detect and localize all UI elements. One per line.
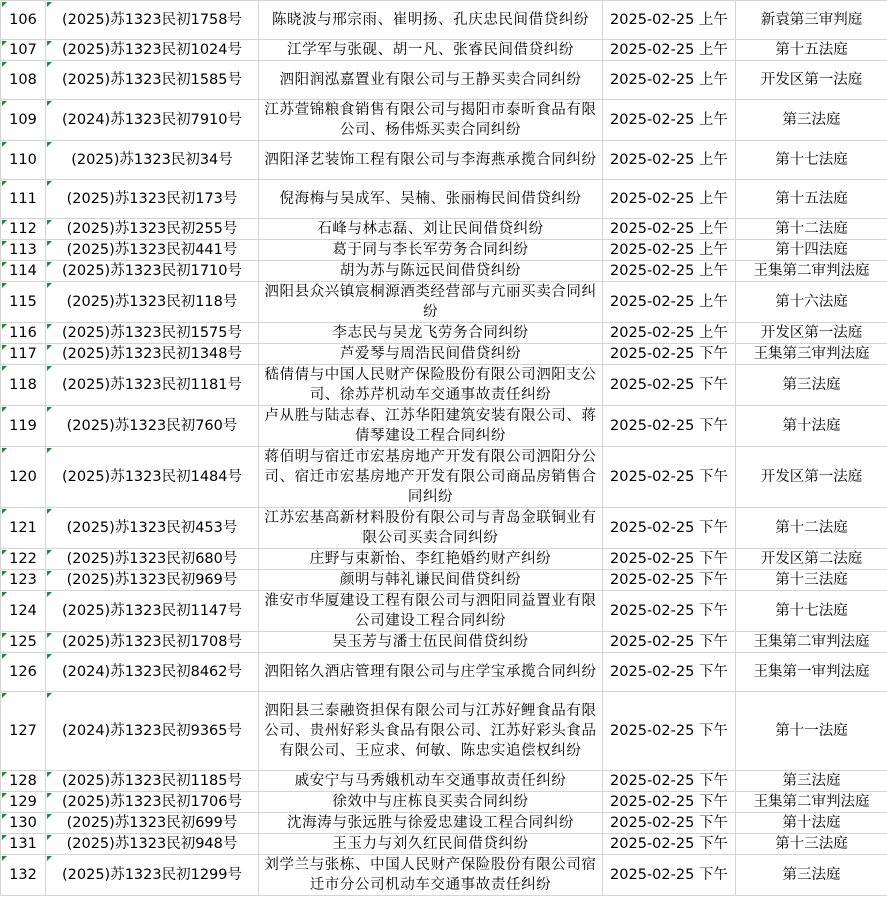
case-number[interactable]: (2025)苏1323民初1181号 <box>46 365 259 406</box>
case-number[interactable]: (2025)苏1323民初1575号 <box>46 323 259 344</box>
hearing-time[interactable]: 2025-02-25 上午 <box>603 323 736 344</box>
hearing-time[interactable]: 2025-02-25 下午 <box>603 365 736 406</box>
table-row <box>1 549 887 570</box>
table-row <box>1 261 887 282</box>
hearing-time[interactable]: 2025-02-25 下午 <box>603 570 736 591</box>
table-row <box>1 282 887 323</box>
table-row <box>1 1 887 40</box>
table-row <box>1 61 887 100</box>
courtroom[interactable]: 第十三法庭 <box>736 834 887 855</box>
hearing-time[interactable]: 2025-02-25 下午 <box>603 771 736 792</box>
table-row <box>1 855 887 896</box>
courtroom[interactable]: 开发区第一法庭 <box>736 61 887 100</box>
row-number[interactable]: 127 <box>1 692 46 771</box>
courtroom[interactable]: 第十七法庭 <box>736 591 887 632</box>
case-number[interactable]: (2025)苏1323民初118号 <box>46 282 259 323</box>
row-number[interactable]: 112 <box>1 219 46 240</box>
case-number[interactable]: (2024)苏1323民初8462号 <box>46 653 259 692</box>
case-title[interactable]: 江苏萱锦粮食销售有限公司与揭阳市泰昕食品有限公司、杨伟烁买卖合同纠纷 <box>259 100 603 141</box>
case-number[interactable]: (2025)苏1323民初1758号 <box>46 1 259 40</box>
hearing-time[interactable]: 2025-02-25 下午 <box>603 549 736 570</box>
courtroom[interactable]: 开发区第二法庭 <box>736 549 887 570</box>
hearing-time[interactable]: 2025-02-25 下午 <box>603 855 736 896</box>
row-number[interactable]: 126 <box>1 653 46 692</box>
case-title[interactable]: 刘学兰与张栋、中国人民财产保险股份有限公司宿迁市分公司机动车交通事故责任纠纷 <box>259 855 603 896</box>
hearing-time[interactable]: 2025-02-25 下午 <box>603 447 736 508</box>
case-title[interactable]: 卢从胜与陆志春、江苏华阳建筑安装有限公司、蒋倩琴建设工程合同纠纷 <box>259 406 603 447</box>
hearing-time[interactable]: 2025-02-25 下午 <box>603 834 736 855</box>
case-title[interactable]: 李志民与吴龙飞劳务合同纠纷 <box>259 323 603 344</box>
case-title[interactable]: 倪海梅与吴成军、吴楠、张丽梅民间借贷纠纷 <box>259 180 603 219</box>
courtroom[interactable]: 王集第二审判法庭 <box>736 632 887 653</box>
case-number[interactable]: (2025)苏1323民初441号 <box>46 240 259 261</box>
courtroom[interactable]: 第三法庭 <box>736 365 887 406</box>
hearing-time[interactable]: 2025-02-25 上午 <box>603 1 736 40</box>
hearing-time[interactable]: 2025-02-25 下午 <box>603 792 736 813</box>
courtroom[interactable]: 第十法庭 <box>736 406 887 447</box>
row-number[interactable]: 107 <box>1 40 46 61</box>
case-title[interactable]: 胡为苏与陈远民间借贷纠纷 <box>259 261 603 282</box>
courtroom[interactable]: 王集第一审判法庭 <box>736 653 887 692</box>
courtroom[interactable]: 第十二法庭 <box>736 508 887 549</box>
case-title[interactable]: 江学军与张砚、胡一凡、张睿民间借贷纠纷 <box>259 40 603 61</box>
row-number[interactable]: 115 <box>1 282 46 323</box>
case-title[interactable]: 蒋佰明与宿迁市宏基房地产开发有限公司泗阳分公司、宿迁市宏基房地产开发有限公司商品房销售合同纠纷 <box>259 447 603 508</box>
courtroom[interactable]: 第三法庭 <box>736 100 887 141</box>
table-row <box>1 653 887 692</box>
row-number[interactable]: 116 <box>1 323 46 344</box>
case-number[interactable]: (2025)苏1323民初1348号 <box>46 344 259 365</box>
case-number[interactable]: (2025)苏1323民初1706号 <box>46 792 259 813</box>
table-row <box>1 240 887 261</box>
hearing-time[interactable]: 2025-02-25 下午 <box>603 508 736 549</box>
hearing-time[interactable]: 2025-02-25 下午 <box>603 344 736 365</box>
case-title[interactable]: 王玉力与刘久红民间借贷纠纷 <box>259 834 603 855</box>
case-number[interactable]: (2025)苏1323民初680号 <box>46 549 259 570</box>
case-number[interactable]: (2025)苏1323民初760号 <box>46 406 259 447</box>
case-number[interactable]: (2025)苏1323民初699号 <box>46 813 259 834</box>
hearing-time[interactable]: 2025-02-25 下午 <box>603 632 736 653</box>
courtroom[interactable]: 王集第二审判法庭 <box>736 261 887 282</box>
courtroom[interactable]: 第十法庭 <box>736 813 887 834</box>
table-row <box>1 813 887 834</box>
hearing-time[interactable]: 2025-02-25 上午 <box>603 261 736 282</box>
row-number[interactable]: 111 <box>1 180 46 219</box>
case-number[interactable]: (2025)苏1323民初173号 <box>46 180 259 219</box>
case-number[interactable]: (2025)苏1323民初1185号 <box>46 771 259 792</box>
hearing-time[interactable]: 2025-02-25 上午 <box>603 61 736 100</box>
case-number[interactable]: (2025)苏1323民初1299号 <box>46 855 259 896</box>
hearing-time[interactable]: 2025-02-25 上午 <box>603 100 736 141</box>
table-row <box>1 570 887 591</box>
table-row <box>1 344 887 365</box>
case-title[interactable]: 泗阳泽艺装饰工程有限公司与李海燕承揽合同纠纷 <box>259 141 603 180</box>
case-title[interactable]: 泗阳铭久酒店管理有限公司与庄学宝承揽合同纠纷 <box>259 653 603 692</box>
hearing-time[interactable]: 2025-02-25 上午 <box>603 282 736 323</box>
row-number[interactable]: 110 <box>1 141 46 180</box>
row-number[interactable]: 114 <box>1 261 46 282</box>
case-title[interactable]: 江苏宏基高新材料股份有限公司与青岛金联铜业有限公司买卖合同纠纷 <box>259 508 603 549</box>
courtroom[interactable]: 王集第三审判法庭 <box>736 344 887 365</box>
case-title[interactable]: 芦爱琴与周浩民间借贷纠纷 <box>259 344 603 365</box>
row-number[interactable]: 118 <box>1 365 46 406</box>
hearing-time[interactable]: 2025-02-25 上午 <box>603 40 736 61</box>
case-title[interactable]: 淮安市华厦建设工程有限公司与泗阳同益置业有限公司建设工程合同纠纷 <box>259 591 603 632</box>
courtroom[interactable]: 王集第二审判法庭 <box>736 792 887 813</box>
hearing-time[interactable]: 2025-02-25 下午 <box>603 591 736 632</box>
case-number[interactable]: (2025)苏1323民初34号 <box>46 141 259 180</box>
row-number[interactable]: 124 <box>1 591 46 632</box>
case-title[interactable]: 吴玉芳与潘士伍民间借贷纠纷 <box>259 632 603 653</box>
table-row <box>1 632 887 653</box>
case-number[interactable]: (2025)苏1323民初1024号 <box>46 40 259 61</box>
case-title[interactable]: 颜明与韩礼谦民间借贷纠纷 <box>259 570 603 591</box>
case-title[interactable]: 石峰与林志磊、刘让民间借贷纠纷 <box>259 219 603 240</box>
table-row <box>1 219 887 240</box>
row-number[interactable]: 125 <box>1 632 46 653</box>
case-title[interactable]: 泗阳县众兴镇宸桐源酒类经营部与亢丽买卖合同纠纷 <box>259 282 603 323</box>
table-row <box>1 40 887 61</box>
row-number[interactable]: 106 <box>1 1 46 40</box>
table-row <box>1 508 887 549</box>
hearing-time[interactable]: 2025-02-25 下午 <box>603 653 736 692</box>
row-number[interactable]: 130 <box>1 813 46 834</box>
row-number[interactable]: 117 <box>1 344 46 365</box>
case-number[interactable]: (2025)苏1323民初255号 <box>46 219 259 240</box>
courtroom[interactable]: 开发区第一法庭 <box>736 323 887 344</box>
hearing-time[interactable]: 2025-02-25 上午 <box>603 219 736 240</box>
courtroom[interactable]: 新袁第三审判庭 <box>736 1 887 40</box>
row-number[interactable]: 129 <box>1 792 46 813</box>
case-number[interactable]: (2025)苏1323民初1147号 <box>46 591 259 632</box>
table-row <box>1 365 887 406</box>
hearing-time[interactable]: 2025-02-25 下午 <box>603 406 736 447</box>
row-number[interactable]: 119 <box>1 406 46 447</box>
table-row <box>1 323 887 344</box>
case-number[interactable]: (2024)苏1323民初9365号 <box>46 692 259 771</box>
hearing-time[interactable]: 2025-02-25 上午 <box>603 141 736 180</box>
case-number[interactable]: (2025)苏1323民初453号 <box>46 508 259 549</box>
hearing-time[interactable]: 2025-02-25 下午 <box>603 692 736 771</box>
row-number[interactable]: 122 <box>1 549 46 570</box>
case-number[interactable]: (2025)苏1323民初1585号 <box>46 61 259 100</box>
hearing-time[interactable]: 2025-02-25 上午 <box>603 240 736 261</box>
case-title[interactable]: 葛于同与李长军劳务合同纠纷 <box>259 240 603 261</box>
case-number[interactable]: (2025)苏1323民初1708号 <box>46 632 259 653</box>
row-number[interactable]: 113 <box>1 240 46 261</box>
courtroom[interactable]: 第十六法庭 <box>736 282 887 323</box>
row-number[interactable]: 123 <box>1 570 46 591</box>
table-row <box>1 771 887 792</box>
courtroom[interactable]: 第十七法庭 <box>736 141 887 180</box>
table-row <box>1 406 887 447</box>
case-title[interactable]: 泗阳润泓嘉置业有限公司与王静买卖合同纠纷 <box>259 61 603 100</box>
case-title[interactable]: 嵇倩倩与中国人民财产保险股份有限公司泗阳支公司、徐苏芹机动车交通事故责任纠纷 <box>259 365 603 406</box>
schedule-table-body <box>1 1 887 896</box>
courtroom[interactable]: 第十三法庭 <box>736 570 887 591</box>
case-number[interactable]: (2025)苏1323民初969号 <box>46 570 259 591</box>
case-title[interactable]: 沈海涛与张远胜与徐爱忠建设工程合同纠纷 <box>259 813 603 834</box>
table-row <box>1 591 887 632</box>
row-number[interactable]: 108 <box>1 61 46 100</box>
table-row <box>1 834 887 855</box>
case-number[interactable]: (2025)苏1323民初948号 <box>46 834 259 855</box>
table-row <box>1 447 887 508</box>
table-row <box>1 141 887 180</box>
row-number[interactable]: 109 <box>1 100 46 141</box>
table-row <box>1 792 887 813</box>
courtroom[interactable]: 第十五法庭 <box>736 40 887 61</box>
case-number[interactable]: (2025)苏1323民初1710号 <box>46 261 259 282</box>
case-title[interactable]: 陈晓波与邢宗雨、崔明扬、孔庆忠民间借贷纠纷 <box>259 1 603 40</box>
courtroom[interactable]: 开发区第一法庭 <box>736 447 887 508</box>
case-title[interactable]: 戚安宁与马秀娥机动车交通事故责任纠纷 <box>259 771 603 792</box>
table-row <box>1 692 887 771</box>
hearing-time[interactable]: 2025-02-25 下午 <box>603 813 736 834</box>
case-title[interactable]: 徐效中与庄栋良买卖合同纠纷 <box>259 792 603 813</box>
case-title[interactable]: 泗阳县三泰融资担保有限公司与江苏好鲤食品有限公司、贵州好彩头食品有限公司、江苏好彩头食品有限公司、王应求、何敏、陈忠实追偿权纠纷 <box>259 692 603 771</box>
case-title[interactable]: 庄野与束新怡、李红艳婚约财产纠纷 <box>259 549 603 570</box>
row-number[interactable]: 128 <box>1 771 46 792</box>
table-row <box>1 100 887 141</box>
row-number[interactable]: 131 <box>1 834 46 855</box>
case-number[interactable]: (2024)苏1323民初7910号 <box>46 100 259 141</box>
courtroom[interactable]: 第十四法庭 <box>736 240 887 261</box>
courtroom[interactable]: 第十二法庭 <box>736 219 887 240</box>
case-number[interactable]: (2025)苏1323民初1484号 <box>46 447 259 508</box>
courtroom[interactable]: 第三法庭 <box>736 771 887 792</box>
courtroom[interactable]: 第三法庭 <box>736 855 887 896</box>
courtroom[interactable]: 第十五法庭 <box>736 180 887 219</box>
row-number[interactable]: 120 <box>1 447 46 508</box>
courtroom[interactable]: 第十一法庭 <box>736 692 887 771</box>
row-number[interactable]: 132 <box>1 855 46 896</box>
hearing-time[interactable]: 2025-02-25 上午 <box>603 180 736 219</box>
table-row <box>1 180 887 219</box>
row-number[interactable]: 121 <box>1 508 46 549</box>
